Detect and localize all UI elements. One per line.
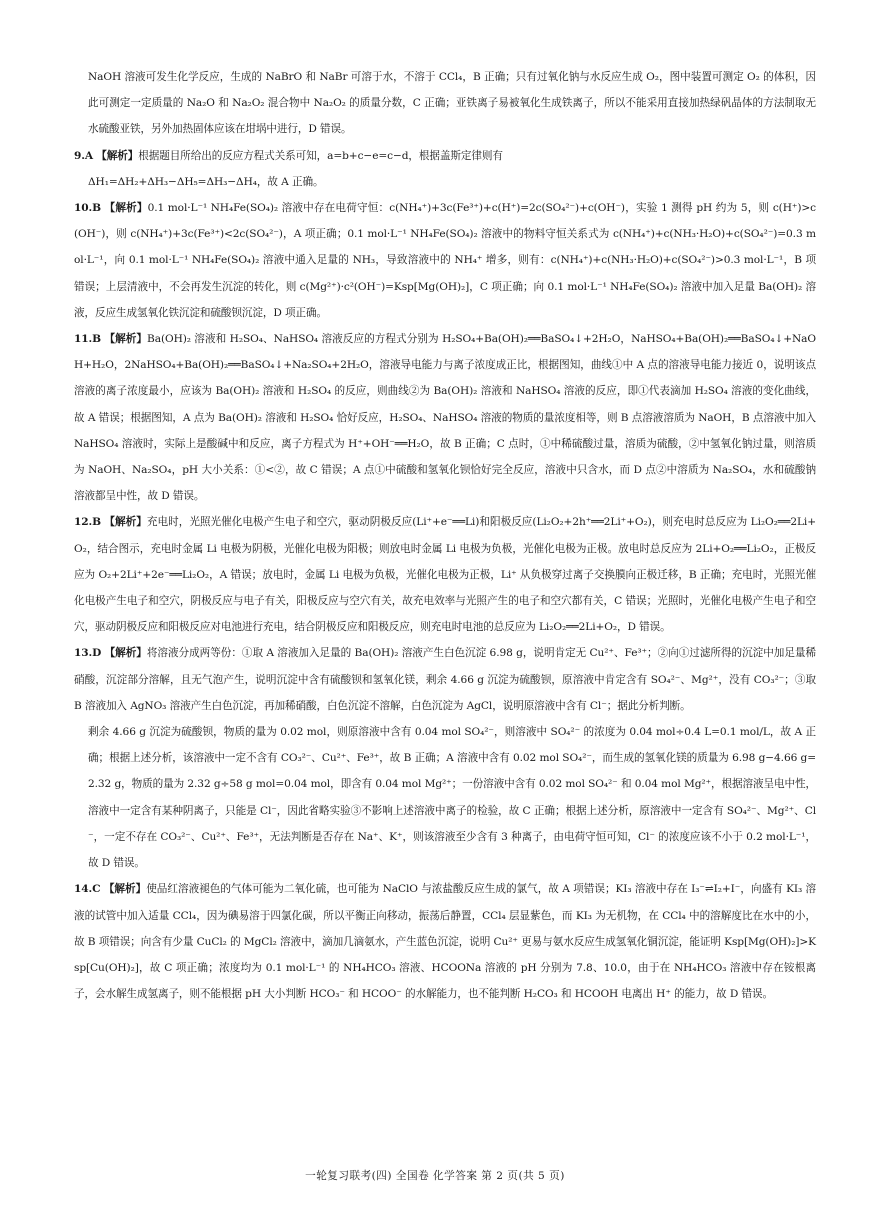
answer-item-13-detail [74,719,816,876]
analysis-tag: 【解析】 [104,516,147,529]
paragraph-text: 使品红溶液褪色的气体可能为二氧化硫，也可能为 NaClO 与浓盐酸反应生成的氯气，故 A 项错误；KI₃ 溶液中存在 I₃⁻⇌I₂+I⁻，向盛有 KI₃ 溶液的试管中加入适量 CCl₄，因为碘易溶于四氯化碳，所以平衡正向移动，振荡后静置，CCl₄ 层显紫色，而 KI₃ 为无机物，在 CCl₄ 中的溶解度比在水中的小，故 B 项错误；向含有少量 CuCl₂ 的 MgCl₂ 溶液中，滴加几滴氨水，产生蓝色沉淀，说明 Cu²⁺ 更易与氨水反应生成氢氧化铜沉淀，能证明 Ksp[Mg(OH)₂]>Ksp[Cu(OH)₂]，故 C 项正确；浓度均为 0.1 mol·L⁻¹ 的 NH₄HCO₃ 溶液、HCOONa 溶液的 pH 分别为 7.8、10.0，由于在 NH₄HCO₃ 溶液中存在铵根离子，会水解生成氢离子，则不能根据 pH 大小判断 HCO₃⁻ 和 HCOO⁻ 的水解能力，也不能判断 H₂CO₃ 和 HCOOH 电离出 H⁺ 的能力，故 D 错误。 [74,883,816,1001]
analysis-tag: 【解析】 [96,149,139,162]
paragraph-text: 充电时，光照光催化电极产生电子和空穴，驱动阴极反应(Li⁺+e⁻══Li)和阳极反应(Li₂O₂+2h⁺══2Li⁺+O₂)，则充电时总反应为 Li₂O₂══2Li+O₂，结合图示，充电时金属 Li 电极为阴极，光催化电极为阳极；则放电时金属 Li 电极为负极，光催化电极为正极。放电时总反应为 2Li+O₂══Li₂O₂，正极反应为 O₂+2Li⁺+2e⁻══Li₂O₂，A 错误；放电时，金属 Li 电极为负极，光催化电极为正极，Li⁺ 从负极穿过离子交换膜向正极迁移，B 正确；充电时，光照光催化电极产生电子和空穴，阴极反应与电子有关，阳极反应与空穴有关，故充电效率与光照产生的电子和空穴都有关，C 错误；光照时，光催化电极产生电子和空穴，驱动阴极反应和阳极反应对电池进行充电，结合阴极反应和阳极反应，则充电时电池的总反应为 Li₂O₂══2Li+O₂，D 错误。 [74,516,816,634]
question-number: 11.B [74,333,101,346]
paragraph-text: 0.1 mol·L⁻¹ NH₄Fe(SO₄)₂ 溶液中存在电荷守恒：c(NH₄⁺)+3c(Fe³⁺)+c(H⁺)=2c(SO₄²⁻)+c(OH⁻)，实验 1 测得 pH 约为 5，则 c(H⁺)>c(OH⁻)，则 c(NH₄⁺)+3c(Fe³⁺)<2c(SO₄²⁻)，A 项正确；0.1 mol·L⁻¹ NH₄Fe(SO₄)₂ 溶液中的物料守恒关系式为 c(NH₄⁺)+c(NH₃·H₂O)+c(SO₄²⁻)=0.3 mol·L⁻¹，向 0.1 mol·L⁻¹ NH₄Fe(SO₄)₂ 溶液中通入足量的 NH₃，导致溶液中的 NH₄⁺ 增多，则有：c(NH₄⁺)+c(NH₃·H₂O)+c(SO₄²⁻)>0.3 mol·L⁻¹，B 项错误；上层清液中，不会再发生沉淀的转化，则 c(Mg²⁺)·c²(OH⁻)=Ksp[Mg(OH)₂]，C 项正确；向 0.1 mol·L⁻¹ NH₄Fe(SO₄)₂ 溶液中加入足量 Ba(OH)₂ 溶液，反应生成氢氧化铁沉淀和硫酸钡沉淀，D 项正确。 [74,202,816,319]
analysis-tag: 【解析】 [104,333,148,346]
paragraph-text: 剩余 4.66 g 沉淀为硫酸钡，物质的量为 0.02 mol，则原溶液中含有 0.04 mol SO₄²⁻，则溶液中 SO₄²⁻ 的浓度为 0.04 mol÷0.4 L=0.1 mol/L，故 A 正确；根据上述分析，该溶液中一定不含有 CO₃²⁻、Cu²⁺、Fe³⁺，故 B 正确；A 溶液中含有 0.02 mol SO₄²⁻，而生成的氢氧化镁的质量为 6.98 g−4.66 g=2.32 g，物质的量为 2.32 g÷58 g mol=0.04 mol，即含有 0.04 mol Mg²⁺；一份溶液中含有 0.02 mol SO₄²⁻ 和 0.04 mol Mg²⁺，根据溶液呈电中性，溶液中一定含有某种阴离子，只能是 Cl⁻，因此省略实验③不影响上述溶液中离子的检验，故 C 正确；根据上述分析，原溶液中一定含有 SO₄²⁻、Mg²⁺、Cl⁻，一定不存在 CO₃²⁻、Cu²⁺、Fe³⁺，无法判断是否存在 Na⁺、K⁺，则该溶液至少含有 3 种离子，由电荷守恒可知，Cl⁻ 的浓度应该不小于 0.2 mol·L⁻¹，故 D 错误。 [88,726,816,870]
page-footer: 一轮复习联考(四) 全国卷 化学答案 第 2 页(共 5 页) [305,1170,565,1182]
paragraph-text: 将溶液分成两等份：①取 A 溶液加入足量的 Ba(OH)₂ 溶液产生白色沉淀 6.98 g，说明肯定无 Cu²⁺、Fe³⁺；②向①过滤所得的沉淀中加足量稀硝酸，沉淀部分溶解，且无气泡产生，说明沉淀中含有硫酸钡和氢氧化镁，剩余 4.66 g 沉淀为硫酸钡，原溶液中肯定含有 SO₄²⁻、Mg²⁺，没有 CO₃²⁻；③取 B 溶液加入 AgNO₃ 溶液产生白色沉淀，再加稀硝酸，白色沉淀不溶解，白色沉淀为 AgCl，说明原溶液中含有 Cl⁻；据此分析判断。 [74,647,816,712]
answer-item-14 [74,876,816,1007]
question-number: 13.D [74,647,102,660]
analysis-tag: 【解析】 [103,883,147,896]
question-number: 10.B [74,202,101,215]
page-content [74,64,816,1007]
paragraph-text: NaOH 溶液可发生化学反应，生成的 NaBrO 和 NaBr 可溶于水，不溶于 CCl₄，B 正确；只有过氧化钠与水反应生成 O₂，图中装置可测定 O₂ 的体积，因此可测定一定质量的 Na₂O 和 Na₂O₂ 混合物中 Na₂O₂ 的质量分数，C 正确；亚铁离子易被氧化生成铁离子，所以不能采用直接加热绿矾晶体的方法制取无水硫酸亚铁，另外加热固体应该在坩埚中进行，D 错误。 [88,71,816,136]
question-number: 14.C [74,883,101,896]
answer-item-13 [74,640,816,719]
answer-item-9 [74,143,816,169]
paragraph-continuation [74,64,816,143]
paragraph-text: ΔH₁=ΔH₂+ΔH₃−ΔH₅=ΔH₃−ΔH₄，故 A 正确。 [88,175,324,188]
formula-line [74,169,816,195]
answer-item-11 [74,326,816,509]
analysis-tag: 【解析】 [104,647,147,660]
analysis-tag: 【解析】 [104,202,148,215]
question-number: 9.A [74,149,93,162]
question-number: 12.B [74,516,101,529]
answer-item-12 [74,509,816,640]
paragraph-text: Ba(OH)₂ 溶液和 H₂SO₄、NaHSO₄ 溶液反应的方程式分别为 H₂SO₄+Ba(OH)₂══BaSO₄↓+2H₂O，NaHSO₄+Ba(OH)₂══BaSO₄↓+NaOH+H₂O，2NaHSO₄+Ba(OH)₂══BaSO₄↓+Na₂SO₄+2H₂O，溶液导电能力与离子浓度成正比，根据图知，曲线①中 A 点的溶液导电能力接近 0，说明该点溶液的离子浓度最小，应该为 Ba(OH)₂ 溶液和 H₂SO₄ 的反应，则曲线②为 Ba(OH)₂ 溶液和 NaHSO₄ 溶液的反应，即①代表滴加 H₂SO₄ 溶液的变化曲线，故 A 错误；根据图知，A 点为 Ba(OH)₂ 溶液和 H₂SO₄ 恰好反应，H₂SO₄、NaHSO₄ 溶液的物质的量浓度相等，则 B 点溶液溶质为 NaOH，B 点溶液中加入 NaHSO₄ 溶液时，实际上是酸碱中和反应，离子方程式为 H⁺+OH⁻══H₂O，故 B 正确；C 点时，①中稀硫酸过量，溶质为硫酸，②中氢氧化钠过量，则溶质为 NaOH、Na₂SO₄，pH 大小关系：①<②，故 C 错误；A 点①中硫酸和氢氧化钡恰好完全反应，溶液中只含水，而 D 点②中溶质为 Na₂SO₄，水和硫酸钠溶液都呈中性，故 D 错误。 [74,333,816,503]
paragraph-text: 根据题目所给出的反应方程式关系可知，a=b+c−e=c−d，根据盖斯定律则有 [138,149,503,162]
answer-item-10 [74,195,816,326]
